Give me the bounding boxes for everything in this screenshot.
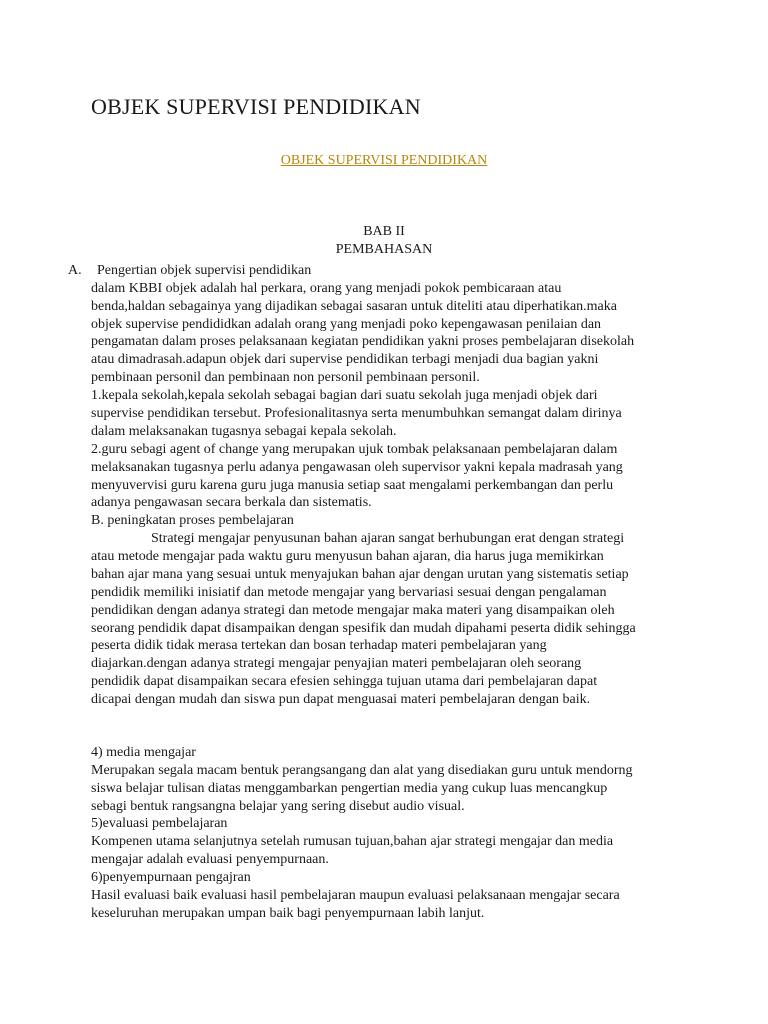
text-line: keseluruhan merupakan umpan baik bagi penyempurnaan labih lanjut. xyxy=(91,906,485,921)
text-line: 1.kepala sekolah,kepala sekolah sebagai bagian dari suatu sekolah juga menjadi objek dari xyxy=(91,388,598,403)
text-line: 2.guru sebagi agent of change yang merupakan ujuk tombak pelaksanaan pembelajaran dalam xyxy=(91,442,618,457)
text-line: dalam KBBI objek adalah hal perkara, orang yang menjadi pokok pembicaraan atau xyxy=(91,281,562,296)
text-line: pengamatan dalam proses pelaksanaan kegiatan pendidikan yakni proses pembelajaran disekolah xyxy=(91,334,635,349)
title-link[interactable]: OBJEK SUPERVISI PENDIDIKAN xyxy=(280,153,488,168)
text-line: 5)evaluasi pembelajaran xyxy=(91,816,228,831)
text-line: Pengertian objek supervisi pendidikan xyxy=(97,263,312,278)
text-line: 6)penyempurnaan pengajran xyxy=(91,870,251,885)
text-line: peserta didik tidak merasa tertekan dan bosan terhadap materi pembelajaran yang xyxy=(91,638,547,653)
section-a-marker: A. xyxy=(68,263,82,278)
text-line: sebagi bentuk rangsangna belajar yang sering disebut audio visual. xyxy=(91,799,465,814)
text-line: objek supervise pendididkan adalah orang yang menjadi poko kepengawasan penilaian dan xyxy=(91,317,602,332)
text-line: melaksanakan tugasnya perlu adanya pengawasan oleh supervisor yakni kepala madrasah yang xyxy=(91,460,623,475)
chapter-number: BAB II xyxy=(363,224,405,239)
text-line: diajarkan.dengan adanya strategi mengajar penyajian materi pembelajaran oleh seorang xyxy=(91,656,582,671)
text-line: mengajar adalah evaluasi penyempurnaan. xyxy=(91,852,329,867)
text-line: pembinaan personil dan pembinaan non personil pembinaan personil. xyxy=(91,370,480,385)
text-line: seorang pendidik dapat disampaikan dengan spesifik dan mudah dipahami peserta didik sehingga xyxy=(91,621,636,636)
text-line: pendidik dapat disampaikan secara efesien sehingga tujuan utama dari pembelajaran dapat xyxy=(91,674,598,689)
text-line: pendidik memiliki inisiatif dan metode mengajar yang bervariasi sesuai dengan pengalaman xyxy=(91,585,607,600)
text-line: bahan ajar mana yang sesuai untuk menyajukan bahan ajar dengan urutan yang sistematis setiap xyxy=(91,567,629,582)
text-line: Merupakan segala macam bentuk perangsangang dan alat yang disediakan guru untuk mendorng xyxy=(91,763,633,778)
text-line: siswa belajar tulisan diatas menggambarkan pengertian media yang cukup luas mencangkup xyxy=(91,781,608,796)
text-line: 4) media mengajar xyxy=(91,745,196,760)
chapter-title: PEMBAHASAN xyxy=(335,242,433,257)
text-line: Kompenen utama selanjutnya setelah rumusan tujuan,bahan ajar strategi mengajar dan media xyxy=(91,834,614,849)
text-line: supervise pendidikan tersebut. Profesionalitasnya serta menumbuhkan semangat dalam dirinya xyxy=(91,406,622,421)
text-line: adanya pengawasan secara berkala dan sistematis. xyxy=(91,495,372,510)
document-title: OBJEK SUPERVISI PENDIDIKAN xyxy=(91,94,421,119)
text-line: atau dimadrasah.adapun objek dari supervise pendidikan terbagi menjadi dua bagian yakni xyxy=(91,352,599,367)
text-line: menyuvervisi guru karena guru juga manusia setiap saat mengalami perkembangan dan perlu xyxy=(91,478,614,493)
text-line: dicapai dengan mudah dan siswa pun dapat menguasai materi pembelajaran dengan baik. xyxy=(91,692,591,707)
text-line: B. peningkatan proses pembelajaran xyxy=(91,513,294,528)
text-line: pendidikan dengan adanya strategi dan metode mengajar maka materi yang disampaikan oleh xyxy=(91,603,615,618)
text-line: atau metode mengajar pada waktu guru menyusun bahan ajaran, dia harus juga memikirkan xyxy=(91,549,604,564)
text-line: Hasil evaluasi baik evaluasi hasil pembelajaran maupun evaluasi pelaksanaan mengajar secara xyxy=(91,888,620,903)
text-line: Strategi mengajar penyusunan bahan ajaran sangat berhubungan erat dengan strategi xyxy=(151,531,625,546)
text-line: benda,haldan sebagainya yang dijadikan sebagai sasaran untuk diteliti atau diperhatikan.maka xyxy=(91,299,617,314)
text-line: dalam melaksanakan tugasnya sebagai kepala sekolah. xyxy=(91,424,397,439)
